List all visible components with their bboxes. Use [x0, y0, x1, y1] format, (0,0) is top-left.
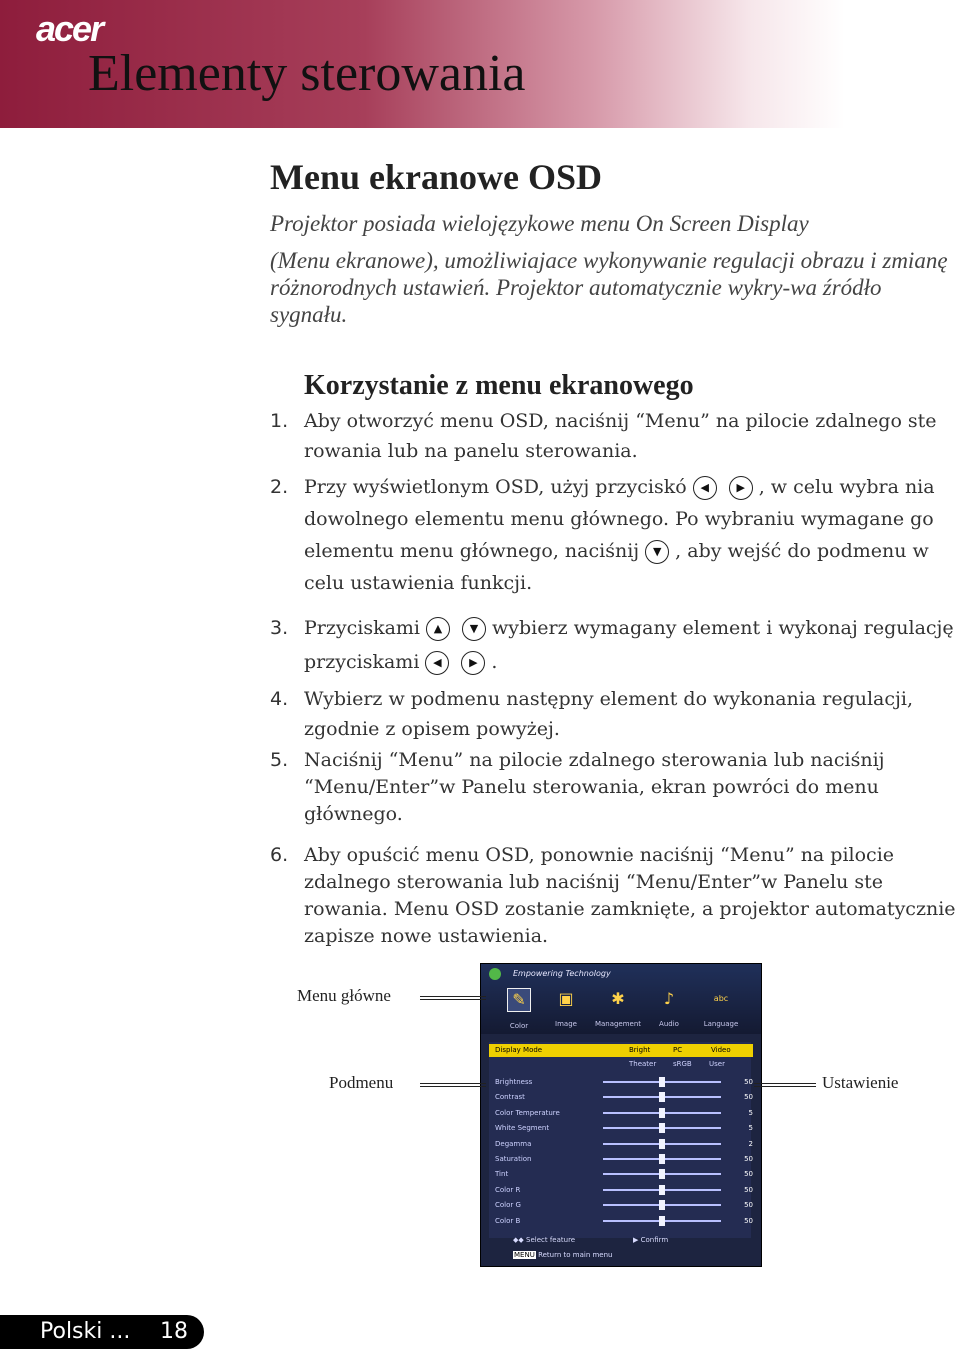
- up-down-icon: ◆◆: [513, 1236, 524, 1244]
- usage-heading: Korzystanie z menu ekranowego: [304, 370, 694, 401]
- confirm-arrow-icon: ▶: [633, 1236, 639, 1244]
- osd-setting-label: Color Temperature: [495, 1108, 560, 1117]
- step-number: 1.: [270, 410, 289, 432]
- page-number: 18: [160, 1319, 188, 1344]
- osd-setting-value: 5: [748, 1108, 753, 1117]
- step-text: Naciśnij “Menu” na pilocie zdalnego sterowania lub naciśnij “Menu/Enter”w Panelu sterowania, ekran powróci do menu głównego.: [304, 749, 885, 825]
- step-4: [270, 684, 960, 744]
- osd-setting-value: 50: [744, 1093, 753, 1102]
- slider-knob: [659, 1139, 665, 1149]
- osd-tab-language: abc Language: [695, 988, 747, 1028]
- osd-footer-return: MENU Return to main menu: [514, 1251, 613, 1259]
- callout-line-setting: [754, 1083, 816, 1087]
- acer-logo: acer: [36, 8, 103, 49]
- step-number: 2.: [270, 476, 289, 498]
- callout-line-submenu: [420, 1083, 486, 1087]
- osd-setting-row: [495, 1106, 753, 1120]
- osd-tab-audio: ♪ Audio: [659, 989, 679, 1028]
- osd-setting-label: White Segment: [495, 1124, 550, 1133]
- slider-knob: [659, 1216, 665, 1226]
- osd-setting-label: Color B: [495, 1216, 521, 1225]
- osd-display-mode: Display Mode Bright PC Video: [489, 1044, 753, 1057]
- slider-knob: [659, 1077, 665, 1087]
- osd-footer-select: ◆◆ Select feature: [513, 1236, 576, 1244]
- osd-setting-row: [495, 1075, 753, 1089]
- intro-text: [270, 210, 960, 338]
- osd-setting-value: 5: [748, 1124, 753, 1133]
- osd-setting-label: Saturation: [495, 1155, 532, 1163]
- osd-setting-value: 50: [744, 1201, 753, 1210]
- tools-icon: ✱: [611, 989, 625, 1008]
- step-number: 5.: [270, 749, 289, 771]
- slider-knob: [659, 1108, 665, 1118]
- osd-setting-value: 50: [744, 1078, 753, 1086]
- step-number: 6.: [270, 844, 289, 866]
- language-icon: abc: [713, 994, 729, 1003]
- osd-setting-value: 50: [744, 1170, 753, 1179]
- osd-setting-row: [495, 1167, 753, 1181]
- osd-tab-management: ✱ Management: [594, 989, 642, 1028]
- callout-setting: Ustawienie: [822, 1073, 899, 1092]
- step-5: [270, 747, 960, 828]
- page-title: Elementy sterowania: [88, 45, 526, 102]
- osd-setting-row: [495, 1183, 753, 1197]
- left-arrow-button-icon: ◀: [425, 651, 449, 675]
- slider-knob: [659, 1185, 665, 1195]
- slider-knob: [659, 1154, 665, 1164]
- osd-setting-label: Color R: [495, 1185, 521, 1194]
- step-number: 3.: [270, 617, 289, 639]
- intro-paragraph-1: Projektor posiada wielojęzykowe menu On Screen Display: [270, 211, 809, 236]
- step-1: [270, 406, 960, 466]
- empowering-logo-icon: [489, 968, 501, 980]
- osd-menu-screenshot: Empowering Technology ✎ Color ▣ Image ✱ Management ♪ Audio abc Language Display Mode Bright PC Video Theater sRGB User Brightness 50 Contrast 50 Color Temperature 5 White Segment 5 Degamma 2 Saturation 50 Tint 50 Color R 50 Color G 50 Color B 50 ◆◆ Select feature ▶ Confirm MENU Return to main menu: [480, 963, 762, 1267]
- callout-submenu: Podmenu: [329, 1073, 394, 1092]
- up-arrow-button-icon: ▲: [426, 617, 450, 641]
- osd-setting-label: Degamma: [495, 1139, 532, 1148]
- section-title: Menu ekranowe OSD: [270, 157, 602, 197]
- osd-setting-row: [495, 1090, 753, 1104]
- speaker-icon: ♪: [663, 989, 675, 1008]
- callout-line-main: [420, 996, 486, 1000]
- right-arrow-button-icon: ▶: [461, 651, 485, 675]
- osd-setting-row: [495, 1214, 753, 1228]
- osd-tab-bar: [481, 964, 761, 1034]
- image-icon: ▣: [558, 989, 574, 1008]
- osd-brand: Empowering Technology: [513, 969, 611, 978]
- osd-setting-value: 2: [748, 1139, 753, 1148]
- language-label: Polski ...: [40, 1319, 131, 1344]
- osd-setting-row: [495, 1198, 753, 1212]
- osd-setting-label: Contrast: [495, 1093, 525, 1102]
- callout-main-menu: Menu główne: [297, 986, 391, 1005]
- slider-knob: [659, 1200, 665, 1210]
- osd-setting-row: [495, 1137, 753, 1151]
- osd-setting-value: 50: [744, 1185, 753, 1194]
- osd-setting-value: 50: [744, 1216, 753, 1225]
- slider-knob: [659, 1092, 665, 1102]
- step-text: Przy wyświetlonym OSD, użyj przyciskó ◀ ▶ , w celu wybra nia dowolnego elementu menu głównego. Po wybraniu wymagane go elementu menu głównego, naciśnij ▼ , aby wejść do podmenu w celu ustawienia funkcji.: [304, 476, 935, 594]
- osd-setting-label: Tint: [495, 1170, 509, 1179]
- osd-tab-image: ▣ Image: [555, 989, 577, 1028]
- down-arrow-button-icon: ▼: [645, 540, 669, 564]
- osd-setting-row: [495, 1152, 753, 1166]
- osd-setting-row: [495, 1121, 753, 1135]
- step-text: Aby otworzyć menu OSD, naciśnij “Menu” na pilocie zdalnego ste rowania lub na panelu sterowania.: [304, 410, 937, 462]
- step-6: [270, 842, 960, 950]
- step-text: Przyciskami ▲ ▼ wybierz wymagany element i wykonaj regulację przyciskami ◀ ▶ .: [304, 617, 954, 673]
- osd-tab-color: ✎ Color: [493, 988, 545, 1030]
- header-banner: [0, 0, 960, 128]
- osd-setting-label: Color G: [495, 1201, 521, 1210]
- menu-key-icon: MENU: [514, 1251, 535, 1259]
- step-2: [270, 471, 960, 599]
- right-arrow-button-icon: ▶: [729, 476, 753, 500]
- osd-setting-label: Brightness: [495, 1078, 533, 1086]
- left-arrow-button-icon: ◀: [693, 476, 717, 500]
- step-text: Wybierz w podmenu następny element do wykonania regulacji, zgodnie z opisem powyżej.: [304, 688, 914, 740]
- osd-footer-confirm: ▶ Confirm: [633, 1236, 669, 1244]
- step-3: [270, 611, 960, 679]
- slider-knob: [659, 1169, 665, 1179]
- osd-setting-value: 50: [744, 1155, 753, 1163]
- palette-icon: ✎: [507, 988, 531, 1012]
- step-number: 4.: [270, 688, 289, 710]
- down-arrow-button-icon: ▼: [462, 617, 486, 641]
- slider-knob: [659, 1123, 665, 1133]
- step-text: Aby opuścić menu OSD, ponownie naciśnij “Menu” na pilocie zdalnego sterowania lub naciśnij “Menu/Enter”w Panelu ste rowania. Menu OSD zostanie zamknięte, a projektor automatycznie zapisze nowe ustawienia.: [304, 844, 956, 947]
- page-footer-badge: [0, 1315, 204, 1349]
- intro-paragraph-2: (Menu ekranowe), umożliwiajace wykonywanie regulacji obrazu i zmianę różnorodnych ustawień. Projektor automatycznie wykry-wa źródło sygnału.: [270, 248, 948, 327]
